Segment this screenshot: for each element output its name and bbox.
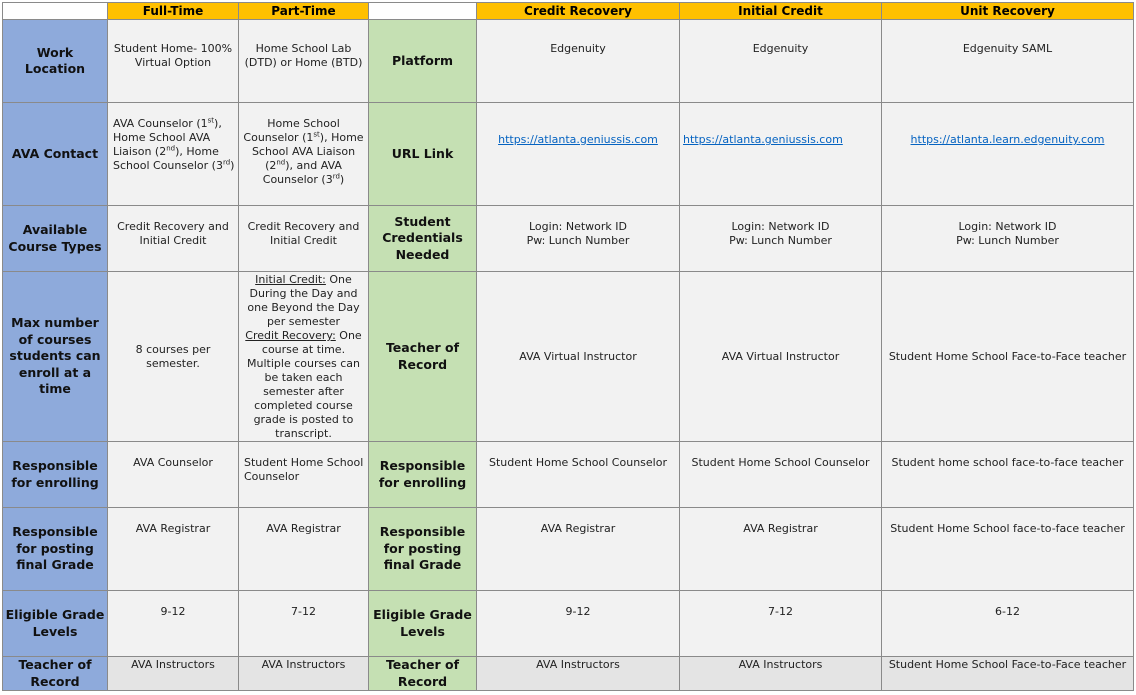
pt-cr-label: Credit Recovery:	[245, 329, 336, 342]
cell-ft-grades: 9-12	[108, 591, 239, 657]
label-work-location: Work Location	[3, 20, 108, 103]
cell-ur-grades: 6-12	[882, 591, 1134, 657]
cell-pt-enrolling: Student Home School Counselor	[239, 442, 369, 508]
cell-pt-teacher-record: AVA Instructors	[239, 657, 369, 691]
cell-ic-grades: 7-12	[680, 591, 882, 657]
cell-ur-teacher: Student Home School Face-to-Face teacher	[882, 272, 1134, 442]
ur-login-text: Login: Network ID	[958, 220, 1057, 233]
label-platform: Platform	[369, 20, 477, 103]
cell-pt-work-location: Home School Lab (DTD) or Home (BTD)	[239, 20, 369, 103]
label-ava-contact: AVA Contact	[3, 103, 108, 206]
cell-ft-max-courses: 8 courses per semester.	[108, 272, 239, 442]
ft-contact-sup-3: rd	[222, 158, 231, 167]
label-credentials: Student Credentials Needed	[369, 206, 477, 272]
header-row	[3, 3, 1134, 20]
label-enrolling-2: Responsible for enrolling	[369, 442, 477, 508]
ft-contact-sup-1: st	[207, 116, 215, 125]
pt-contact-part-1: Home School Counselor (1	[243, 117, 340, 144]
cell-cr-platform: Edgenuity	[477, 20, 680, 103]
label-url-link: URL Link	[369, 103, 477, 206]
cell-ur-posting: Student Home School face-to-face teacher	[882, 508, 1134, 591]
label-grade-levels-2: Eligible Grade Levels	[369, 591, 477, 657]
header-initial-credit: Initial Credit	[680, 3, 882, 20]
cell-cr-posting: AVA Registrar	[477, 508, 680, 591]
pt-ic-label: Initial Credit:	[255, 273, 326, 286]
cell-ft-course-types: Credit Recovery and Initial Credit	[108, 206, 239, 272]
cell-ur-teacher-record: Student Home School Face-to-Face teacher	[882, 657, 1134, 691]
label-grade-levels: Eligible Grade Levels	[3, 591, 108, 657]
ic-pw-text: Pw: Lunch Number	[729, 234, 832, 247]
cell-ic-platform: Edgenuity	[680, 20, 882, 103]
cell-ft-posting: AVA Registrar	[108, 508, 239, 591]
row-teacher-record	[3, 657, 1134, 691]
cell-ft-work-location: Student Home- 100% Virtual Option	[108, 20, 239, 103]
pt-ic-text: One During the Day and one Beyond the Day per semester	[247, 273, 360, 328]
header-full-time: Full-Time	[108, 3, 239, 20]
pt-contact-part-3: ), and AVA Counselor (3	[262, 159, 342, 186]
label-posting-grade: Responsible for posting final Grade	[3, 508, 108, 591]
pt-contact-sup-1: st	[313, 130, 320, 139]
cell-ft-teacher-record: AVA Instructors	[108, 657, 239, 691]
cell-ic-teacher: AVA Virtual Instructor	[680, 272, 882, 442]
cell-cr-teacher-record: AVA Instructors	[477, 657, 680, 691]
header-part-time: Part-Time	[239, 3, 369, 20]
cell-cr-credentials	[477, 206, 680, 272]
cell-ur-platform: Edgenuity SAML	[882, 20, 1134, 103]
cell-ur-url	[882, 103, 1134, 206]
initial-credit-url-link[interactable]: https://atlanta.geniussis.com	[683, 133, 843, 146]
cell-ic-credentials	[680, 206, 882, 272]
row-course-types	[3, 206, 1134, 272]
cell-ur-credentials	[882, 206, 1134, 272]
ic-login-text: Login: Network ID	[731, 220, 830, 233]
comparison-table	[2, 2, 1134, 691]
cell-cr-url	[477, 103, 680, 206]
cell-cr-grades: 9-12	[477, 591, 680, 657]
cell-ic-url	[680, 103, 882, 206]
pt-contact-sup-2: nd	[276, 158, 286, 167]
header-blank-2	[369, 3, 477, 20]
row-ava-contact	[3, 103, 1134, 206]
ur-pw-text: Pw: Lunch Number	[956, 234, 1059, 247]
cell-pt-ava-contact	[239, 103, 369, 206]
cell-cr-enrolling: Student Home School Counselor	[477, 442, 680, 508]
pt-contact-part-2: ), Home School AVA Liaison (2	[251, 131, 364, 172]
label-max-courses: Max number of courses students can enroll at a time	[3, 272, 108, 442]
cell-pt-course-types: Credit Recovery and Initial Credit	[239, 206, 369, 272]
cell-cr-teacher: AVA Virtual Instructor	[477, 272, 680, 442]
ft-contact-part-4: )	[230, 159, 235, 172]
header-blank-1	[3, 3, 108, 20]
row-work-location	[3, 20, 1134, 103]
pt-contact-sup-3: rd	[332, 172, 340, 181]
credit-recovery-url-link[interactable]: https://atlanta.geniussis.com	[498, 133, 658, 146]
cr-pw-text: Pw: Lunch Number	[526, 234, 630, 247]
label-teacher-of-record-1: Teacher of Record	[369, 272, 477, 442]
cell-ur-enrolling: Student home school face-to-face teacher	[882, 442, 1134, 508]
cell-pt-posting: AVA Registrar	[239, 508, 369, 591]
row-posting-grade	[3, 508, 1134, 591]
row-enrolling	[3, 442, 1134, 508]
cell-pt-max-courses	[239, 272, 369, 442]
label-posting-grade-2: Responsible for posting final Grade	[369, 508, 477, 591]
cr-login-text: Login: Network ID	[528, 220, 628, 233]
unit-recovery-url-link[interactable]: https://atlanta.learn.edgenuity.com	[910, 133, 1105, 146]
cell-ic-posting: AVA Registrar	[680, 508, 882, 591]
ft-contact-part-2: ), Home School AVA Liaison (2	[113, 117, 222, 158]
cell-ic-enrolling: Student Home School Counselor	[680, 442, 882, 508]
ft-contact-sup-2: nd	[166, 144, 176, 153]
label-teacher-of-record-3: Teacher of Record	[369, 657, 477, 691]
row-grade-levels	[3, 591, 1134, 657]
cell-pt-grades: 7-12	[239, 591, 369, 657]
cell-ft-ava-contact	[108, 103, 239, 206]
label-teacher-of-record-2: Teacher of Record	[3, 657, 108, 691]
header-unit-recovery: Unit Recovery	[882, 3, 1134, 20]
row-max-courses	[3, 272, 1134, 442]
header-credit-recovery: Credit Recovery	[477, 3, 680, 20]
pt-cr-text: One course at time. Multiple courses can be taken each semester after completed course grade is posted to transcript.	[247, 329, 362, 440]
pt-contact-part-4: )	[339, 173, 345, 186]
ft-contact-part-1: AVA Counselor (1	[113, 117, 208, 130]
ft-contact-part-3: ), Home School Counselor (3	[113, 145, 223, 172]
label-course-types: Available Course Types	[3, 206, 108, 272]
label-enrolling: Responsible for enrolling	[3, 442, 108, 508]
cell-ic-teacher-record: AVA Instructors	[680, 657, 882, 691]
cell-ft-enrolling: AVA Counselor	[108, 442, 239, 508]
